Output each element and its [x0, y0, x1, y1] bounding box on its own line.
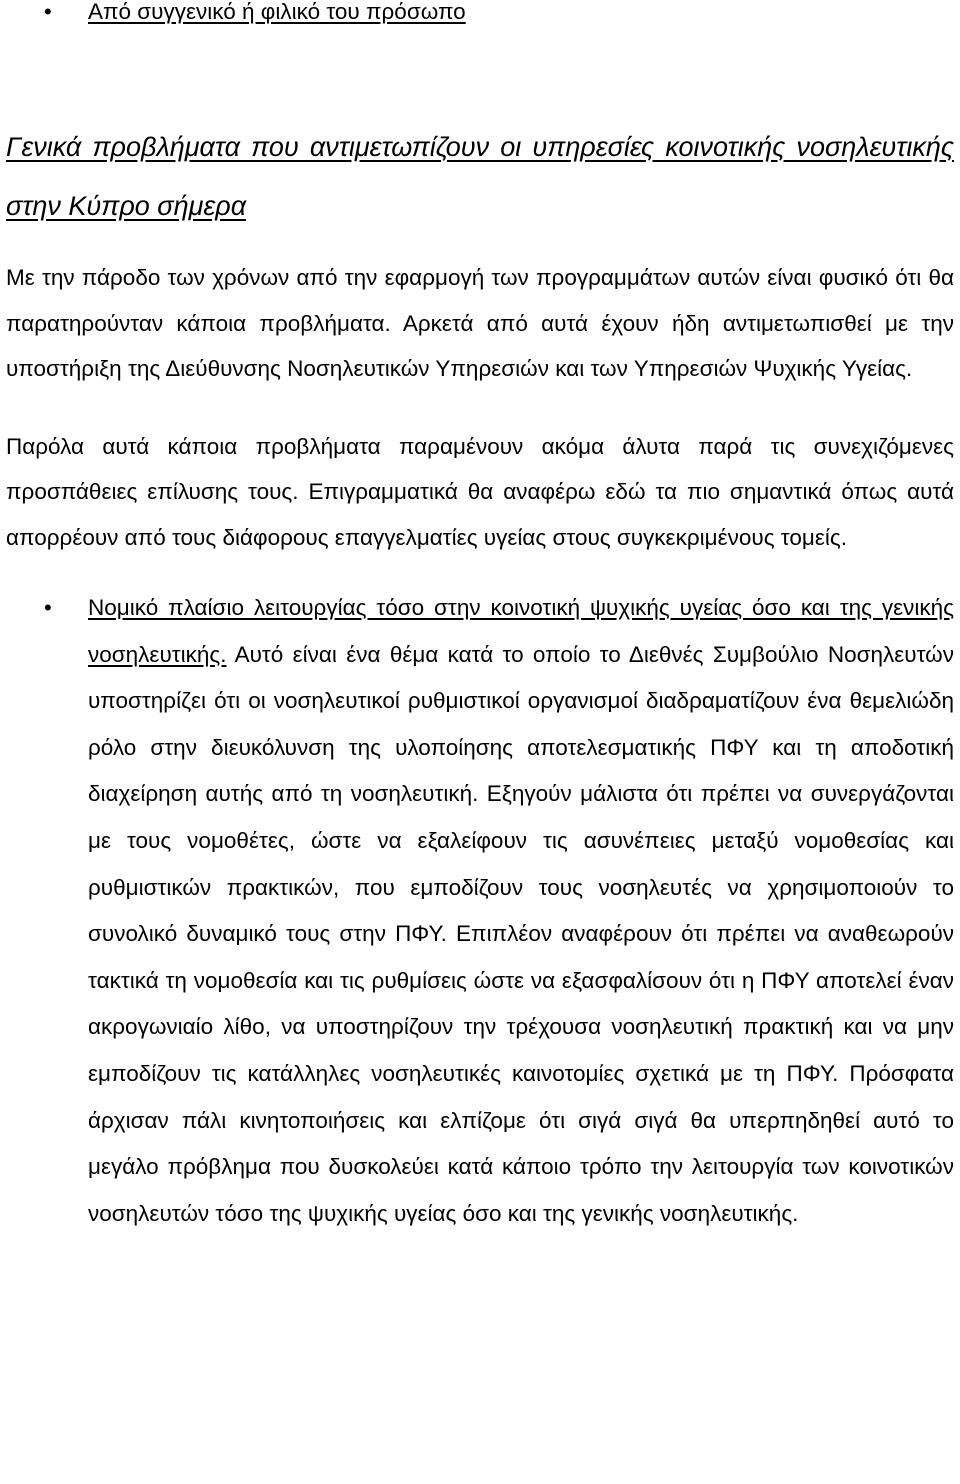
list-item-body: Αυτό είναι ένα θέμα κατά το οποίο το Διεθνές Συμβούλιο Νοσηλευτών υποστηρίζει ότι οι νοσηλευτικοί ρυθμιστικοί οργανισμοί διαδραματίζουν ένα θεμελιώδη ρόλο στην διευκόλυνση της υλοποίησης αποτελεσματικής ΠΦΥ και τη αποδοτική διαχείρηση αυτής από τη νοσηλευτική. Εξηγούν μάλιστα ότι πρέπει να συνεργάζονται με τους νομοθέτες, ώστε να εξαλείφουν τις ασυνέπειες μεταξύ νομοθεσίας και ρυθμιστικών πρακτικών, που εμποδίζουν τους νοσηλευτές να χρησιμοποιούν το συνολικό δυναμικό τους στην ΠΦΥ. Επιπλέον αναφέρουν ότι πρέπει να αναθεωρούν τακτικά τη νομοθεσία και τις ρυθμίσεις ώστε να εξασφαλίσουν ότι η ΠΦΥ αποτελεί έναν ακρογωνιαίο λίθο, να υποστηρίζουν την τρέχουσα νοσηλευτική πρακτική και να μην εμποδίζουν τις κατάλληλες νοσηλευτικές καινοτομίες σχετικά με τη ΠΦΥ. Πρόσφατα άρχισαν πάλι κινητοποιήσεις και ελπίζομε ότι σιγά σιγά θα υπερπηδηθεί αυτό το μεγάλο πρόβλημα που δυσκολεύει κατά κάποιο τρόπο την λειτουργία των κοινοτικών νοσηλευτών τόσο της ψυχικής υγείας όσο και της γενικής νοσηλευτικής.	[88, 641, 954, 1226]
paragraph-2: Παρόλα αυτά κάποια προβλήματα παραμένουν ακόμα άλυτα παρά τις συνεχιζόμενες προσπάθειες επίλυσης τους. Επιγραμματικά θα αναφέρω εδώ τα πιο σημαντικά όπως αυτά απορρέουν από τους διάφορους επαγγελματίες υγείας στους συγκεκριμένους τομείς.	[6, 433, 954, 550]
list-item-underlined-title: Νομικό πλαίσιο λειτουργίας τόσο στην κοινοτική ψυχικής υγείας όσο και της γενικής νοσηλευτικής.	[88, 595, 954, 667]
paragraph-1: Με την πάροδο των χρόνων από την εφαρμογή των προγραμμάτων αυτών είναι φυσικό ότι θα παρατηρούνταν κάποια προβλήματα. Αρκετά από αυτά έχουν ήδη αντιμετωπισθεί με την υποστήριξη της Διεύθυνσης Νοσηλευτικών Υπηρεσιών και των Υπηρεσιών Ψυχικής Υγείας.	[6, 265, 954, 381]
section-heading: Γενικά προβλήματα που αντιμετωπίζουν οι υπηρεσίες κοινοτικής νοσηλευτικής στην Κύπρο σήμερα	[6, 132, 954, 221]
list-item-legal-framework	[6, 585, 954, 1237]
bullet-icon: •	[44, 0, 52, 24]
list-item-top	[6, 0, 788, 26]
list-item-text: Από συγγενικό ή φιλικό του πρόσωπο	[88, 0, 466, 24]
document-page	[6, 0, 954, 1237]
bullet-icon: •	[44, 595, 52, 620]
